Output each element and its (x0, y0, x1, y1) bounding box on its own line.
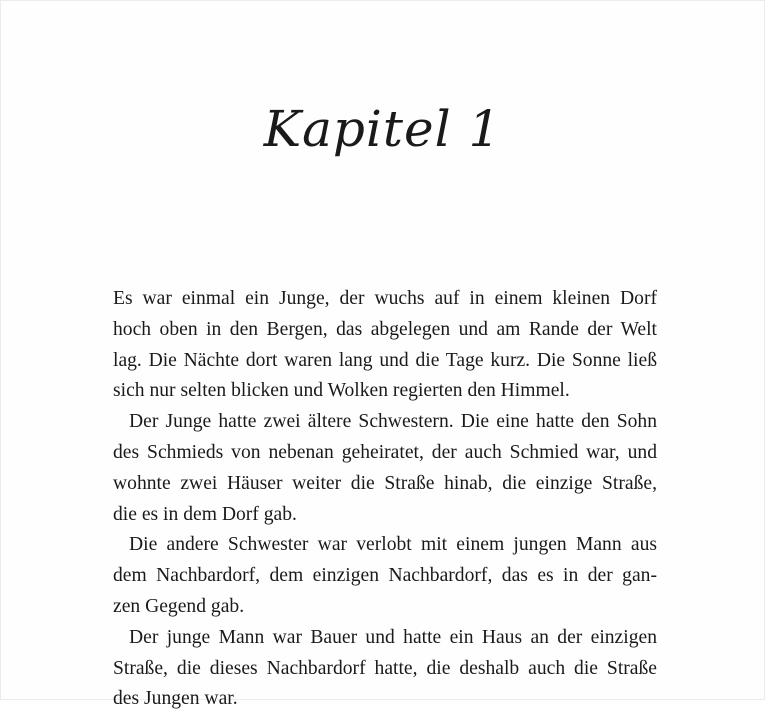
text-line: Der Junge hatte zwei ältere Schwestern. Die eine hatte den Sohn (129, 411, 657, 433)
text-line: Es war einmal ein Junge, der wuchs auf in einem kleinen Dorf (113, 288, 657, 309)
text-line: Straße, die dieses Nachbardorf hatte, die deshalb auch die Straße (113, 657, 657, 679)
text-line: des Jungen war. (113, 688, 238, 710)
text-line: lag. Die Nächte dort waren lang und die Tage kurz. Die Sonne ließ (113, 349, 657, 371)
text-line: hoch oben in den Bergen, das abgelegen und am Rande der Welt (113, 318, 657, 340)
text-line: wohnte zwei Häuser weiter die Straße hinab, die einzige Straße, (113, 472, 657, 494)
chapter-body (113, 284, 657, 715)
text-line: des Schmieds von nebenan geheiratet, der auch Schmied war, und (113, 441, 657, 463)
text-line: dem Nachbardorf, dem einzigen Nachbardorf, das es in der gan- (113, 565, 657, 587)
text-line: die es in dem Dorf gab. (113, 503, 297, 525)
text-line: Der junge Mann war Bauer und hatte ein Haus an der einzigen (129, 626, 657, 648)
text-line: zen Gegend gab. (113, 595, 245, 617)
text-line: Die andere Schwester war verlobt mit einem jungen Mann aus (129, 534, 657, 556)
text-line: sich nur selten blicken und Wolken regierten den Himmel. (113, 380, 570, 402)
chapter-title: Kapitel 1 (263, 100, 502, 158)
